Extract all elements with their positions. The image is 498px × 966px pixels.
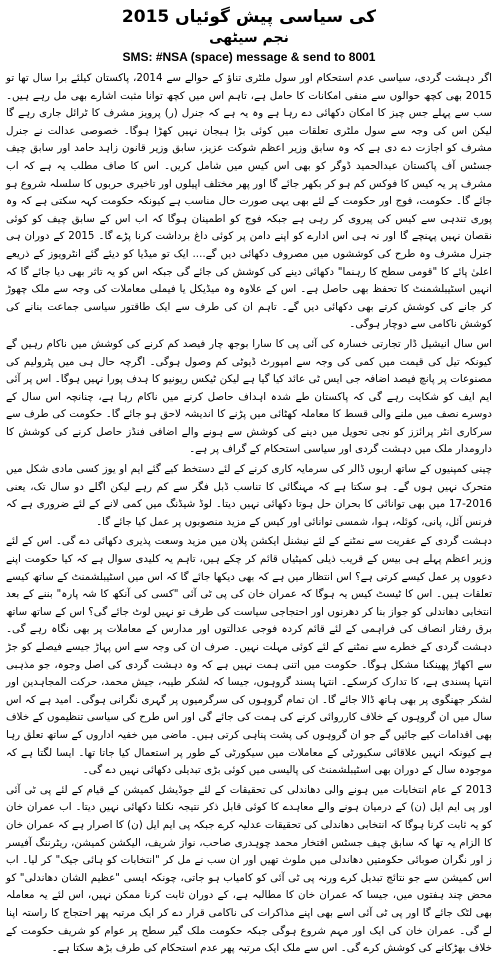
article-header (6, 6, 492, 66)
article-body (6, 70, 492, 958)
sms-line: SMS: #NSA (space) message & send to 8001 (122, 50, 376, 64)
author-byline: نجم سیٹھی (209, 30, 289, 46)
paragraph: 2013 کے عام انتخابات میں ہونے والی دھاندلی کی تحقیقات کے لئے جوڈیشل کمیشن کے قیام کے لئے پی ٹی آئی اور پی ایم ایل (ن) کے درمیان ہونے والے معاہدے کا کوئی قابل ذکر نتیجہ نکلتا دکھائی نہیں دیتا۔ اب عمران خان کو یہ ثابت کرنا ہوگا کہ انتخابی دھاندلی کی تحقیقات عدلیہ کرے جبکہ پی ایم ایل (ن) کا اصرار ہے کہ عمران خان کا الزام یہ تھا کہ سابق چیف جسٹس افتخار محمد چوہدری صاحب، نواز شریف، الیکشن کمیشن، ریٹرننگ آفیسر ز اور نگران صوبائی حکومتیں دھاندلی میں ملوث تھیں اور ان سب نے مل کر "انتخابات کو ہائی جیک" کر لیا۔ اب اس کمیشن سے جو نتائج تبدیل کرے ورنہ پی ٹی آئی کو کامیاب ہو جاتی، چونکہ ایسی "عظیم الشان دھاندلی" کو محض چند ہفتوں میں، جیسا کہ عمران خان کا مطالبہ ہے، کے دوران ثابت کرنا ممکن نہیں، اس لئے یہ معاملہ بھی لٹک جائے گا اور پی ٹی آئی اسے بھی اپنے مذاکرات کی ناکامی قرار دے کر ایک مرتبہ پھر احتجاج کا راستہ اپنا لے گی۔ عمران خان کی ایک اور مہم شروع ہوگی جبکہ حکومت ملک گیر سطح پر عوام کو شریف حکومت کے خلاف بھڑکانے کی کوشش کرے گی۔ اس سے ملک ایک مرتبہ پھر عدم استحکام کی طرف بڑھ سکتا ہے۔ (6, 783, 492, 955)
paragraph: اس سال انیشیل ڈار تجارتی خسارہ کی آئی پی کا سارا بوجھ چار فیصد کم کرنے کی کوشش میں ناکام رہیں گے کیونکہ تیل کی قیمت میں کمی کی وجہ سے امپورٹ ڈیوٹی کم وصول ہوگی۔ اگرچہ حال ہی میں پٹرولیم کی مصنوعات پر پانچ فیصد اضافہ جی ایس ٹی عائد کیا گیا ہے لیکن ٹیکس ریونیو کا ہدف پورا نہیں ہوگا۔ اس پر آئی ایم ایف کو شکایت رہے گی کہ پاکستان طے شدہ اہداف حاصل کرنے میں ناکام رہا ہے، چنانچہ اس سال کے دوسرے نصف میں ملنے والی قسط کا معاملہ کھٹائی میں پڑنے کا اندیشہ لاحق ہو جائے گا۔ حکومت کی طرف سے سرکاری انٹر پرائزز کو نجی تحویل میں دینے کی کوشش سے ہونے والے اضافی فنڈز حاصل کرنے کی کوشش کا دارومدار ملک میں دہشت گردی اور سیاسی استحکام کے گراف پر ہے۔ (6, 337, 492, 456)
paragraph: اگر دہشت گردی، سیاسی عدم استحکام اور سول ملٹری تناؤ کے حوالے سے 2014، پاکستان کیلئے برا سال تھا تو 2015 بھی کچھ حوالوں سے منفی امکانات کا حامل ہے، تاہم اس میں کچھ توانا مثبت اشارے بھی مل رہے ہیں۔ سب سے پہلے جس چیز کا امکان دکھائی دے رہا ہے وہ یہ ہے کہ جنرل (ر) پرویز مشرف کا ٹرائل جاری رہے گا لیکن اس کی وجہ سے سول ملٹری تعلقات میں کوئی بڑا ہیجان نہیں کھڑا ہوگا۔ خصوصی عدالت نے جنرل مشرف کو اجازت دے دی ہے کہ وہ سابق وزیر اعظم شوکت عزیز، سابق وزیر قانون زاہد حامد اور سابق چیف جسٹس آف پاکستان عبدالحمید ڈوگر کو بھی اس کیس میں شامل کریں۔ اس کا صاف مطلب یہ ہے کہ اب مشرف پر یہ کیس کا فوکس کم ہو کر بکھر جائے گا اور پھر مختلف اپیلوں اور تاخیری حربوں کا سلسلہ شروع ہو جائے گا۔ حکومت، فوج اور حکومت کے لئے بھی یہی صورت حال مناسب ہے کیونکہ حکومت کہہ سکتی ہے کہ وہ پوری تندہی سے کیس کی پیروی کر رہی ہے جبکہ فوج کو اطمینان ہوگا کہ اب اس کے سابق چیف کو کوئی نقصان نہیں پہنچے گا اور نہ ہی اس ادارے کو اپنے دامن پر کوئی داغ برداشت کرنا پڑے گا۔ 2015 کے دوران ہی جنرل مشرف وہ طرح کی کوششوں میں مصروف دکھائی دیں گے.... ایک تو میڈیا کو دیئے گئے انٹرویوز کے ذریعے اعلیٰ پائے کا "قومی سطح کا رہنما" دکھائی دینے کی کوشش کی جائے گی جبکہ اس کو یہ تاثر بھی دیا جائے گا کہ انہیں اسٹیبلشمنٹ کا تحفظ بھی حاصل ہے۔ اس کے علاوہ وہ میڈیکل یا فیملی معاملات کی وجہ سے ملک چھوڑ کر جانے کی کوشش کرتے بھی دکھائی دیں گے۔ تاہم ان کی طرف سے ایک طاقتور سیاسی جماعت بنانے کی کوشش ناکامی سے دوچار ہوگی۔ (6, 72, 492, 331)
paragraph: چینی کمپنیوں کے ساتھ اربوں ڈالر کی سرمایہ کاری کرنے کے لئے دستخط کیے گئے ایم او یوز کسی مادی شکل میں متحرک نہیں ہوں گے۔ ہو سکتا ہے کہ مہنگائی کا تناسب ڈبل فگر سے کم رہے لیکن اگلے دو سال تک، یعنی 2016-17 میں بھی توانائی کا بحران حل ہوتا دکھائی نہیں دیتا۔ لوڈ شیڈنگ میں کمی لانے کے لئے ضروری ہے کہ فرنس آئل، پانی، کوئلہ، ہوا، شمسی توانائی اور کیس کے مزید منصوبوں پر عمل کیا جائے گا۔ (6, 463, 492, 528)
paragraph: دہشت گردی کے عفریت سے نمٹنے کے لئے نیشنل ایکشن پلان میں مزید وسعت پذیری دکھائی دے گی۔ اس کے لئے وزیر اعظم پہلے ہی بیس کے قریب ذیلی کمیٹیاں قائم کر چکے ہیں، تاہم یہ کلیدی سوال ہے کہ کیا حکومت اپنے دعووں پر عمل کیسے کرتی ہے؟ اس انتظار میں ہے کہ بھی دیکھا جائے گا کہ اس میں اسٹیبلشمنٹ کے ساتھ کیسے تعلقات ہیں۔ اس کا ٹیسٹ کیس یہ ہوگا کہ عمران خان کی پی ٹی آئی "کسی کی آنکھ کا شہ پارہ" بننے کے بعد انتخابی دھاندلی کو جواز بنا کر دھرنوں اور احتجاجی سیاست کی طرف تو نہیں لوٹ جائے گی؟ اس کے ساتھ ساتھ برق رفتار انصاف کی فراہمی کے لئے قائم کردہ فوجی عدالتوں اور مدارس کے معاملات پر بھی نگاہ رہے گی۔ دہشت گردی کے خطرے سے نمٹنے کے لئے کوئی مہلت نہیں۔ صرف ان کی وجہ سے اس پہاڑ جیسے فیصلے کو جڑ سے اکھاڑ پھینکنا مشکل ہوگا۔ حکومت میں اتنی ہمت نہیں ہے کہ وہ دہشت گردی کی اصل وجوہ، جو مذہبی انتہا پسندی ہے، کا تدارک کرسکے۔ انتہا پسند گروہوں، جیسا کہ لشکر طیبہ، جیش محمد، حرکت المجاہدین اور لشکر جھنگوی پر بھی ہاتھ ڈالا جائے گا۔ ان تمام گروہوں کی سرگرمیوں پر گہری نگرانی ہوگی۔ امید ہے کہ اس سال میں ان گروہوں کے خلاف کارروائی کرنے کی ہمت کی جائے گی اور اس طرح کی سیاسی تنظیموں کے خلاف بھی اقدامات کیے جائیں گے جو ان گروہوں کی پشت پناہی کرتی ہیں۔ ماضی میں خفیہ اداروں کے ساتھ تعلق رہا ہے کیونکہ انہیں علاقائی سکیورٹی کے معاملات میں سیکورٹی کے طور پر استعمال کیا جاتا تھا۔ ایسا لگتا ہے کہ موجودہ سال کے دوران بھی اسٹیبلشمنٹ کی پالیسی میں کوئی بڑی تبدیلی دکھائی نہیں دے گی۔ (6, 535, 492, 777)
article-title: 2015 کی سیاسی پیش گوئیاں (121, 7, 377, 27)
